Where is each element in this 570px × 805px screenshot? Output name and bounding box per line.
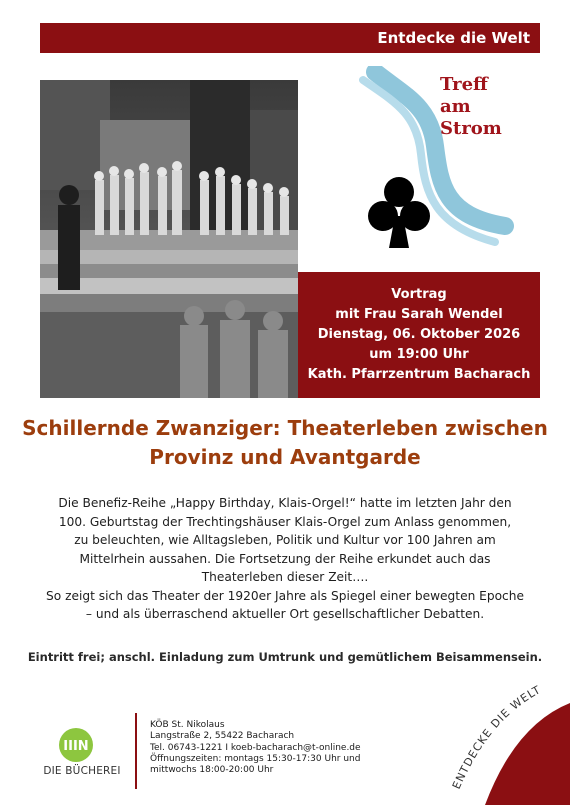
body-line: Theaterleben dieser Zeit….: [201, 570, 369, 584]
event-line-1: Vortrag: [391, 287, 447, 302]
contact-line: Tel. 06743-1221 I koeb-bacharach@t-online.de: [150, 742, 361, 753]
corner-badge: [445, 665, 570, 805]
admission-note: Eintritt frei; anschl. Einladung zum Umtrunk und gemütlichem Beisammensein.: [27, 650, 543, 664]
contact-line: KÖB St. Nikolaus: [150, 720, 225, 730]
logo-text: [440, 74, 502, 140]
library-logo-text: IIIN: [63, 739, 89, 754]
title-line-2: Provinz und Avantgarde: [149, 445, 421, 469]
theater-photo: [40, 80, 298, 398]
event-info-box: [298, 272, 540, 398]
contact-line: mittwochs 18:00-20:00 Uhr: [150, 765, 274, 776]
contact-line: Langstraße 2, 55422 Bacharach: [150, 731, 295, 742]
body-line: Die Benefiz-Reihe „Happy Birthday, Klais-Orgel!“ hatte im letzten Jahr den: [58, 496, 512, 510]
body-line: Mittelrhein aussahen. Die Fortsetzung der Reihe erkundet auch das: [79, 551, 491, 566]
body-line: 100. Geburtstag der Trechtingshäuser Klais-Orgel zum Anlass genommen,: [58, 514, 512, 529]
lecture-title: [20, 414, 550, 472]
description: [30, 494, 540, 624]
event-line-2: mit Frau Sarah Wendel: [335, 307, 503, 322]
logo-line-3: Strom: [440, 118, 502, 139]
club-suit-icon: [368, 177, 430, 248]
banner-text: Entdecke die Welt: [377, 29, 530, 47]
event-line-5: Kath. Pfarrzentrum Bacharach: [307, 367, 531, 382]
contact-line: Öffnungszeiten: montags 15:30-17:30 Uhr und: [150, 753, 361, 764]
library-logo-icon: [40, 727, 120, 787]
body-line: So zeigt sich das Theater der 1920er Jahre als Spiegel einer bewegten Epoche: [46, 588, 524, 603]
library-name: DIE BÜCHEREI: [43, 765, 121, 777]
top-banner: [40, 23, 540, 53]
event-line-4: um 19:00 Uhr: [369, 347, 469, 362]
body-line: zu beleuchten, wie Alltagsleben, Politik und Kultur vor 100 Jahren am: [74, 533, 496, 547]
contact-info: [150, 720, 380, 776]
logo-line-1: Treff: [440, 74, 488, 95]
corner-text: ENTDECKE DIE WELT: [449, 682, 544, 792]
footer-divider: [135, 713, 137, 789]
body-line: – und als überraschend aktueller Ort gesellschaftlicher Debatten.: [85, 607, 485, 621]
title-line-1: Schillernde Zwanziger: Theaterleben zwischen: [22, 416, 548, 440]
logo-line-2: am: [440, 96, 471, 117]
event-line-3: Dienstag, 06. Oktober 2026: [317, 327, 521, 342]
